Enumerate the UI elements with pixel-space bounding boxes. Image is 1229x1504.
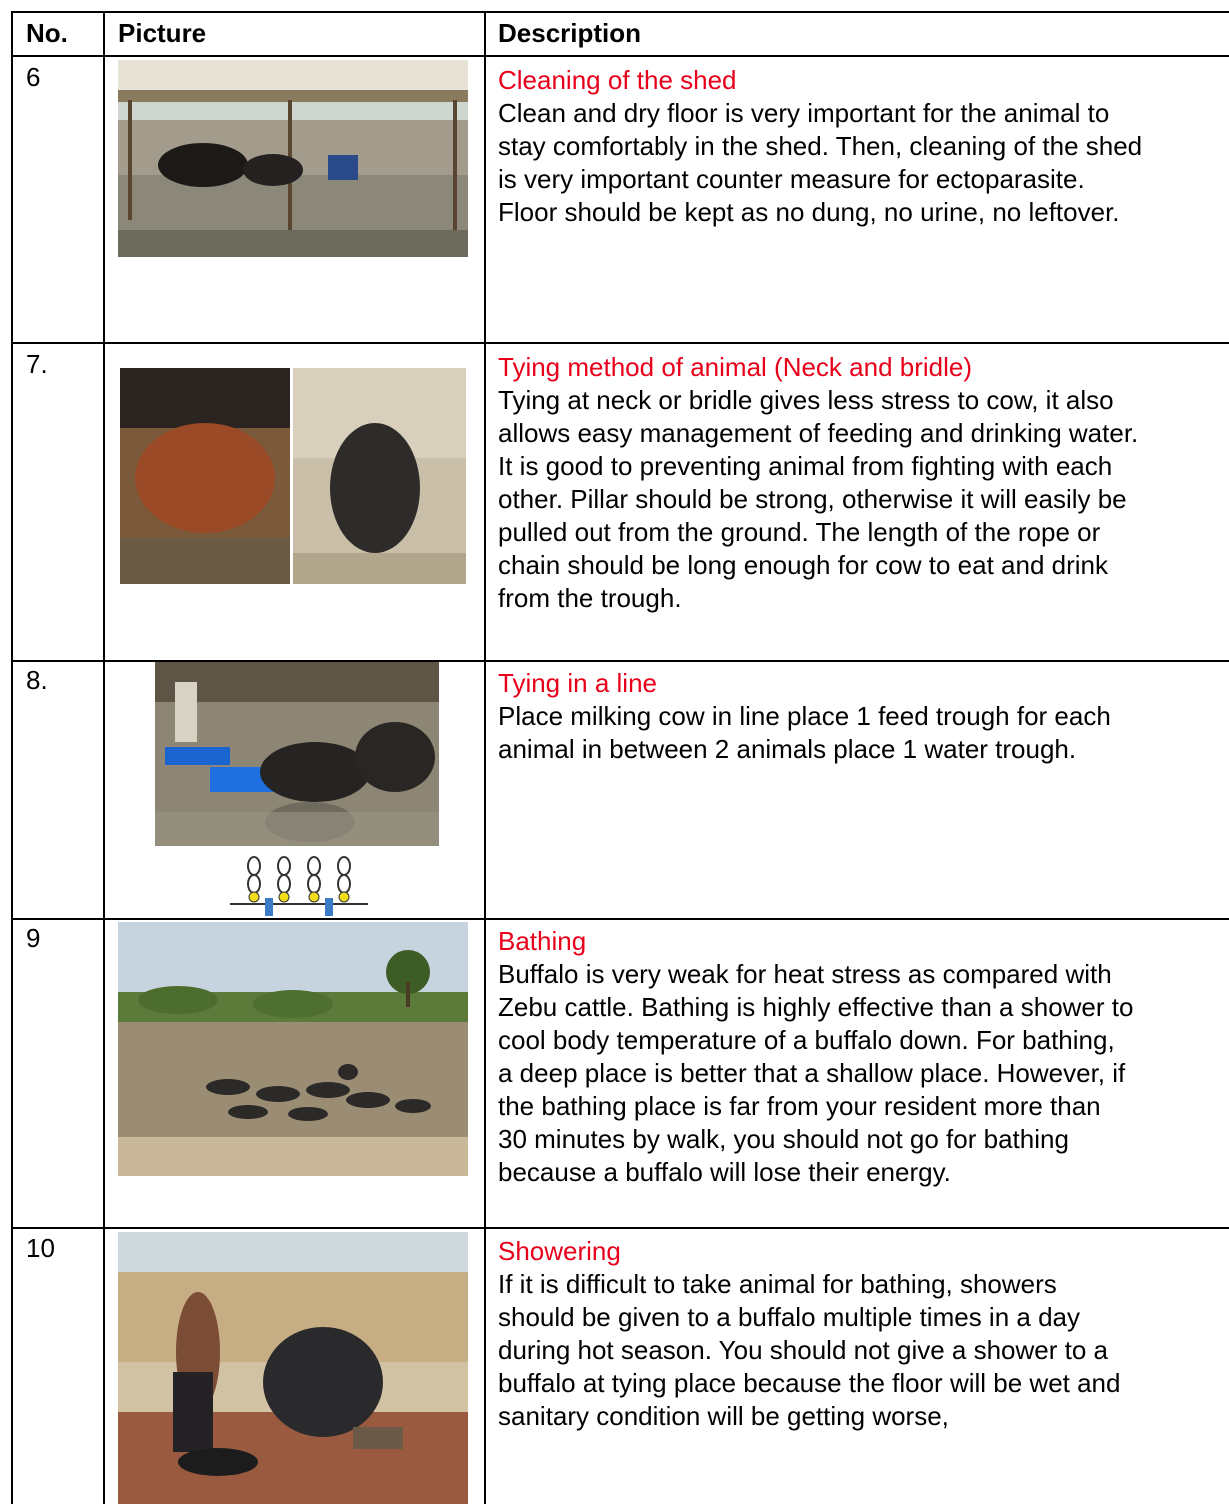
row-number: 8. — [26, 665, 48, 695]
description-line: Clean and dry floor is very important for the animal to — [498, 98, 1110, 128]
buffalo-showering-photo — [118, 1232, 468, 1504]
row-description — [498, 351, 1228, 615]
description-line: It is good to preventing animal from fighting with each — [498, 451, 1113, 481]
row-divider — [12, 342, 1229, 344]
header-picture: Picture — [118, 18, 207, 48]
row-number: 7. — [26, 349, 48, 379]
description-line: Floor should be kept as no dung, no urine, no leftover. — [498, 197, 1120, 227]
description-line: Tying at neck or bridle gives less stress to cow, it also — [498, 385, 1114, 415]
row-number: 6 — [26, 62, 41, 92]
description-line: sanitary condition will be getting worse, — [498, 1401, 949, 1431]
description-line: the bathing place is far from your resident more than — [498, 1091, 1101, 1121]
row-title: Tying method of animal (Neck and bridle) — [498, 352, 973, 382]
column-divider — [484, 11, 486, 1504]
description-line: Place milking cow in line place 1 feed trough for each — [498, 701, 1111, 731]
description-line: other. Pillar should be strong, otherwise it will easily be — [498, 484, 1127, 514]
row-description — [498, 64, 1228, 229]
row-title: Bathing — [498, 926, 587, 956]
description-line: a deep place is better that a shallow place. However, if — [498, 1058, 1126, 1088]
table-header-divider — [12, 55, 1229, 57]
row-divider — [12, 918, 1229, 920]
row-description — [498, 667, 1228, 766]
description-line: Zebu cattle. Bathing is highly effective than a shower to — [498, 992, 1134, 1022]
row-title: Tying in a line — [498, 668, 657, 698]
description-line: Buffalo is very weak for heat stress as compared with — [498, 959, 1112, 989]
description-line: because a buffalo will lose their energy. — [498, 1157, 951, 1187]
row-description — [498, 1235, 1228, 1433]
header-no: No. — [26, 18, 68, 48]
description-line: from the trough. — [498, 583, 682, 613]
row-number: 9 — [26, 923, 41, 953]
tying-in-line-photo — [155, 662, 439, 846]
description-line: during hot season. You should not give a shower to a — [498, 1335, 1108, 1365]
description-line: buffalo at tying place because the floor will be wet and — [498, 1368, 1121, 1398]
column-divider — [103, 11, 105, 1504]
description-line: stay comfortably in the shed. Then, cleaning of the shed — [498, 131, 1143, 161]
row-number: 10 — [26, 1233, 55, 1263]
row-title: Cleaning of the shed — [498, 65, 737, 95]
description-line: If it is difficult to take animal for bathing, showers — [498, 1269, 1057, 1299]
table-border-left — [11, 11, 13, 1504]
table-border-top — [12, 11, 1229, 13]
header-description: Description — [498, 18, 642, 48]
description-line: is very important counter measure for ectoparasite. — [498, 164, 1085, 194]
buffalo-bathing-photo — [118, 922, 468, 1176]
description-line: chain should be long enough for cow to eat and drink — [498, 550, 1108, 580]
row-title: Showering — [498, 1236, 621, 1266]
shed-cleaning-photo — [118, 60, 468, 257]
tying-method-photo — [120, 368, 466, 584]
description-line: animal in between 2 animals place 1 water trough. — [498, 734, 1077, 764]
description-line: allows easy management of feeding and drinking water. — [498, 418, 1139, 448]
description-line: cool body temperature of a buffalo down. For bathing, — [498, 1025, 1115, 1055]
row-divider — [12, 1227, 1229, 1229]
description-line: should be given to a buffalo multiple times in a day — [498, 1302, 1080, 1332]
row-description — [498, 925, 1228, 1189]
tying-line-diagram — [230, 852, 368, 916]
description-line: 30 minutes by walk, you should not go for bathing — [498, 1124, 1069, 1154]
description-line: pulled out from the ground. The length of the rope or — [498, 517, 1101, 547]
